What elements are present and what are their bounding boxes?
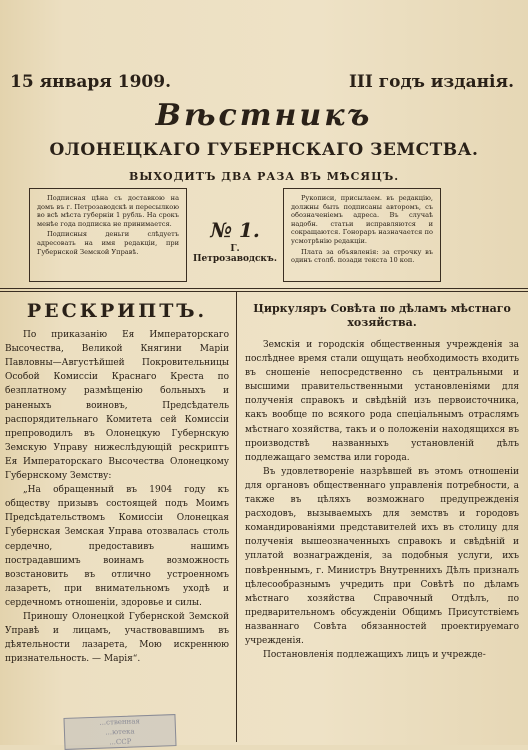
rescript-column — [5, 300, 229, 666]
publication-frequency: ВЫХОДИТЪ ДВА РАЗА ВЪ МѢСЯЦЪ. — [128, 170, 400, 183]
masthead-row — [10, 72, 514, 98]
header-divider — [0, 288, 528, 289]
header-divider-second — [0, 291, 528, 292]
newspaper-title: Вѣстникъ — [155, 98, 373, 133]
subscription-address-text: Подписныя деньги слѣдуетъ адресовать на имя редакціи, при Губернской Земской Управѣ. — [37, 230, 179, 256]
rescript-paragraph-1: По приказанію Ея Императорскаго Высочества, Великой Княгини Маріи Павловны—Августѣйшей Покровительницы Особой Комиссіи Краснаго Креста по безплатному размѣщенію больныхъ и раненыхъ воиновъ, Предсѣдатель распорядительнаго Комитета сей Комиссіи препроводилъ въ Олонецкую Губернскую Земскую Управу нижеслѣдующій рескриптъ Ея Императорскаго Высочества Олонецкому Губернскому Земству: — [5, 330, 229, 482]
subscription-info-box — [29, 188, 187, 282]
issue-number: № 1. — [210, 218, 260, 242]
rescript-heading: РЕСКРИПТЪ. — [26, 300, 208, 322]
column-divider — [236, 292, 237, 742]
manuscript-rules-text: Рукописи, присылаем. въ редакцію, должны быть подписаны авторомъ, съ обозначеніемъ адреса. Въ случаѣ надобн. статьи исправляются и сокращаются. Гонораръ назначается по усмотрѣнію редакціи. — [291, 194, 433, 245]
issue-city: Г. Петрозаводскъ. — [193, 244, 277, 264]
stamp-line-1: ...ственная — [99, 717, 141, 727]
issue-block — [187, 218, 283, 264]
circular-heading: Циркуляръ Совѣта по дѣламъ мѣстнаго хозяйства. — [253, 302, 511, 329]
circular-column — [245, 300, 519, 662]
circular-paragraph-1: Земскія и городскія общественныя учрежденія за послѣднее время стали ощущать необходимость входить въ сношеніе непосредственно съ центральными и высшими правительственными установленіями для полученія справокъ и свѣдѣній изъ первоисточника, какъ вообще по всякого рода спеціальнымъ отраслямъ мѣстнаго хозяйства, такъ и о положеніи находящихся въ производствѣ названныхъ установленій дѣлъ подлежащаго земства или города. — [245, 340, 519, 463]
advertising-rates-text: Плата за объявленія: за строчку въ одинъ столб. позади текста 10 коп. — [291, 247, 433, 265]
subscription-price-text: Подписная цѣна съ доставкою на домъ въ г. Петрозаводскѣ и пересылкою во всѣ мѣста губерніи 1 рубль. На срокъ менѣе года подписка не принимается. — [37, 194, 179, 228]
issue-date: 15 января 1909. — [10, 72, 172, 92]
stamp-line-3: ...ССР — [109, 737, 132, 747]
stamp-line-2: ...ютека — [105, 727, 135, 737]
circular-paragraph-2: Въ удовлетвореніе назрѣвшей въ этомъ отношеніи для органовъ общественнаго управленія потребности, а также въ цѣляхъ возможнаго предупрежденія расходовъ, вызываемыхъ для земствъ и городовъ командированіями представителей ихъ въ столицу для полученія вышеозначенныхъ справокъ и свѣдѣній и уплатой вознагражденія, за подобныя услуги, ихъ повѣреннымъ, г. Министръ Внутреннихъ Дѣлъ призналъ цѣлесообразнымъ учредить при Совѣтѣ по дѣламъ мѣстнаго хозяйства Справочный Отдѣлъ, по предварительномъ обсужденіи Общимъ Присутствіемъ названнаго Совѣта обязанностей проектируемаго учрежденія. — [245, 466, 519, 646]
rescript-paragraph-3: Приношу Олонецкой Губернской Земской Управѣ и лицамъ, участвовавшимъ въ дѣятельности лазарета, Мою искреннюю признательность. — Марія“. — [5, 611, 229, 665]
publication-year: III годъ изданія. — [348, 72, 514, 92]
circular-paragraph-3: Постановленія подлежащихъ лицъ и учрежде- — [263, 650, 486, 661]
newspaper-subtitle: ОЛОНЕЦКАГО ГУБЕРНСКАГО ЗЕМСТВА. — [49, 140, 479, 160]
submission-info-box — [283, 188, 441, 282]
rescript-paragraph-2: „На обращенный въ 1904 году къ обществу призывъ состоящей подъ Моимъ Предсѣдательствомъ Комиссіи Олонецкая Губернская Земская Управа отозвалась столь сердечно, предоставивъ нашимъ пострадавшимъ воинамъ возможность возстановить въ отлично устроенномъ лазаретъ, при внимательномъ уходѣ и сердечномъ отношеніи, здоровье и силы. — [5, 485, 229, 608]
